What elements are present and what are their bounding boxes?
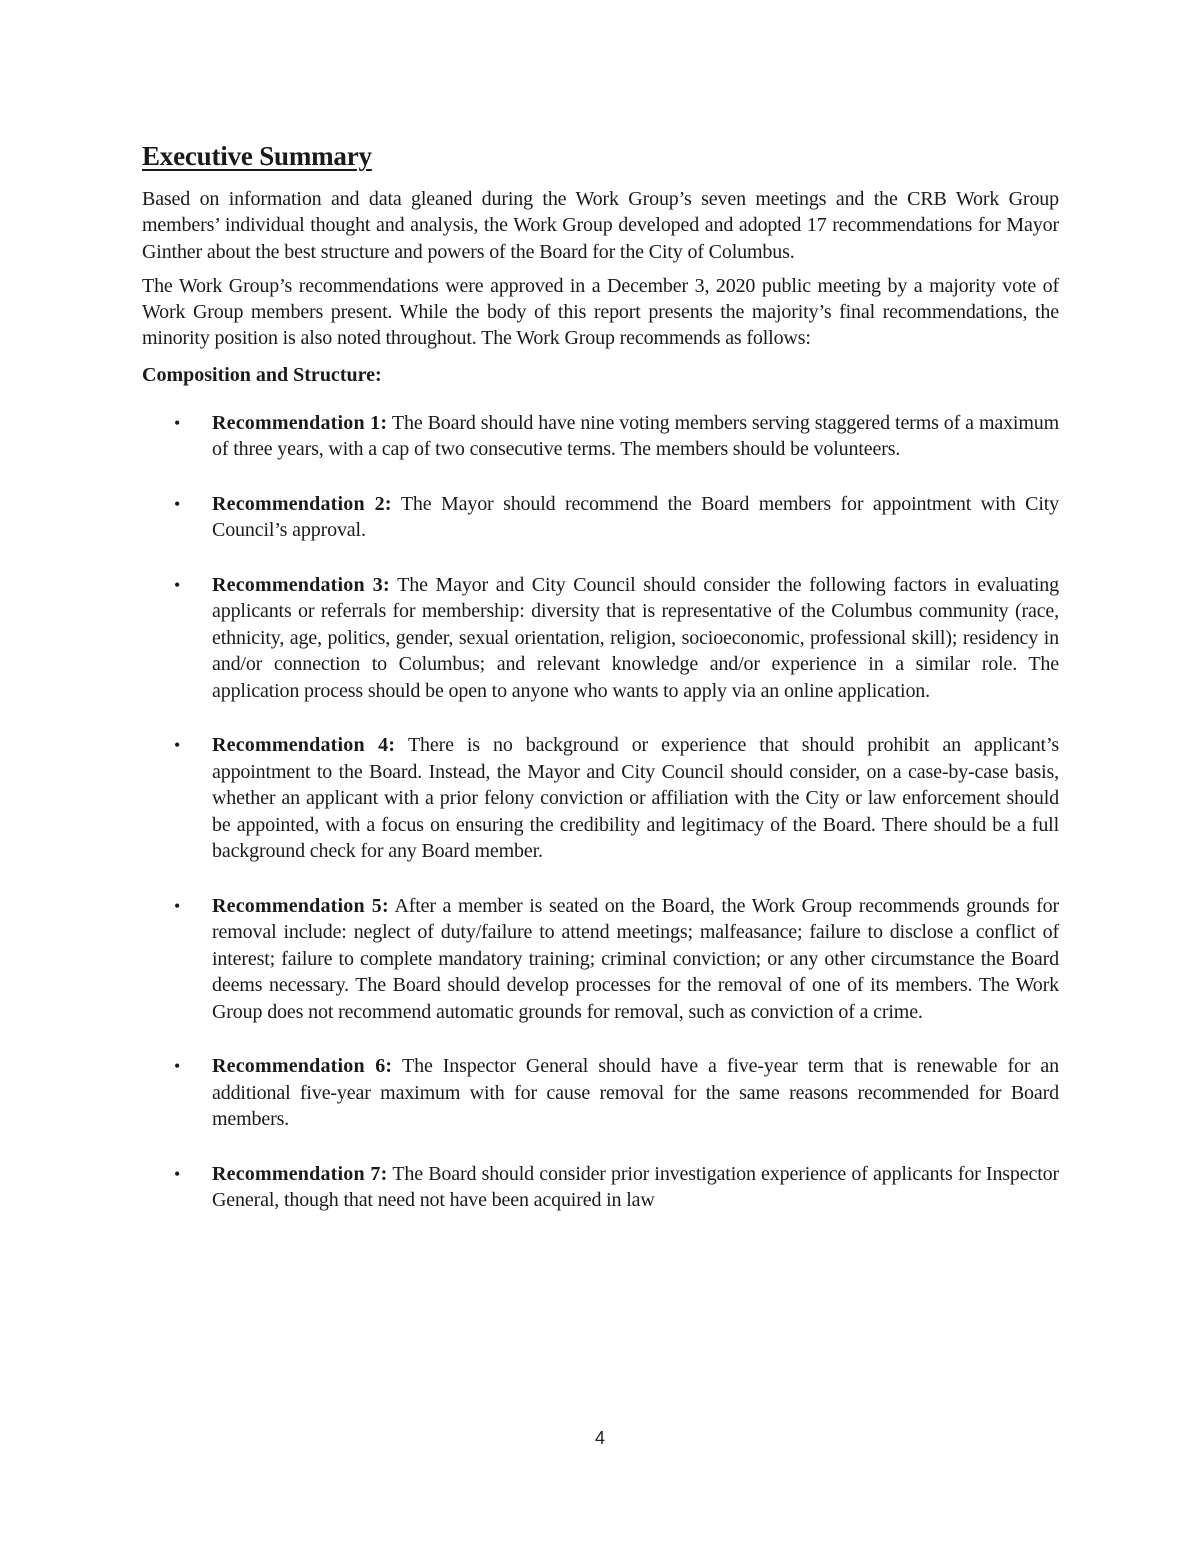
bullet-icon: • — [174, 895, 181, 916]
recommendation-item — [142, 1053, 1059, 1133]
recommendation-item — [142, 410, 1059, 463]
recommendation-text: The Inspector General should have a five-year term that is renewable for an additional five-year maximum with for cause removal for the same reasons recommended for Board members. — [212, 1055, 1059, 1131]
page-number: 4 — [594, 1428, 605, 1448]
bullet-icon: • — [174, 574, 181, 595]
recommendation-item — [142, 491, 1059, 544]
bullet-icon: • — [174, 493, 181, 514]
bullet-icon: • — [174, 1163, 181, 1184]
recommendation-lead: Recommendation 4: — [212, 734, 396, 757]
intro-paragraph: Based on information and data gleaned during the Work Group’s seven meetings and the CRB Work Group members’ individual thought and analysis, the Work Group developed and adopted 17 recommendations for Mayor Ginther about the best structure and powers of the Board for the City of Columbus. — [142, 188, 1059, 263]
recommendation-text: The Board should consider prior investigation experience of applicants for Inspector General, though that need not have been acquired in law — [212, 1162, 1059, 1212]
bullet-icon: • — [174, 1056, 181, 1077]
recommendation-lead: Recommendation 3: — [212, 573, 390, 596]
recommendation-item — [142, 893, 1059, 1026]
approval-paragraph: The Work Group’s recommendations were approved in a December 3, 2020 public meeting by a majority vote of Work Group members present. While the body of this report presents the majority’s final recommendations, the minority position is also noted throughout. The Work Group recommends as follows: — [142, 274, 1059, 350]
recommendation-lead: Recommendation 1: — [212, 411, 388, 434]
recommendation-lead: Recommendation 5: — [212, 894, 389, 917]
recommendation-text: The Mayor should recommend the Board members for appointment with City Council’s approval. — [212, 492, 1059, 542]
recommendation-lead: Recommendation 7: — [212, 1162, 388, 1185]
document-page — [142, 138, 1059, 1242]
bullet-icon: • — [174, 412, 181, 433]
bullet-icon: • — [174, 735, 181, 756]
section-heading-composition: Composition and Structure: — [142, 363, 382, 386]
recommendation-lead: Recommendation 2: — [212, 492, 392, 515]
recommendation-item — [142, 732, 1059, 865]
recommendation-text: The Board should have nine voting members serving staggered terms of a maximum of three years, with a cap of two consecutive terms. The members should be volunteers. — [212, 411, 1059, 461]
recommendation-item — [142, 1161, 1059, 1214]
page-title: Executive Summary — [142, 141, 372, 171]
recommendation-text: The Mayor and City Council should consider the following factors in evaluating applicants or referrals for membership: diversity that is representative of the Columbus community (race, ethnicity, age, politics, gender, sexual orientation, religion, socioeconomic, professional skill); residency in and/or connection to Columbus; and relevant knowledge and/or experience in a similar role. The application process should be open to anyone who wants to apply via an online application. — [212, 573, 1060, 702]
recommendations-list — [142, 410, 1059, 1214]
recommendation-text: After a member is seated on the Board, the Work Group recommends grounds for removal include: neglect of duty/failure to attend meetings; malfeasance; failure to disclose a conflict of interest; failure to complete mandatory training; criminal conviction; or any other circumstance the Board deems necessary. The Board should develop processes for the removal of one of its members. The Work Group does not recommend automatic grounds for removal, such as conviction of a crime. — [212, 894, 1059, 1023]
recommendation-lead: Recommendation 6: — [212, 1055, 393, 1078]
recommendation-text: There is no background or experience that should prohibit an applicant’s appointment to the Board. Instead, the Mayor and City Council should consider, on a case-by-case basis, whether an applicant with a prior felony conviction or affiliation with the City or law enforcement should be appointed, with a focus on ensuring the credibility and legitimacy of the Board. There should be a full background check for any Board member. — [212, 734, 1059, 863]
recommendation-item — [142, 572, 1059, 705]
